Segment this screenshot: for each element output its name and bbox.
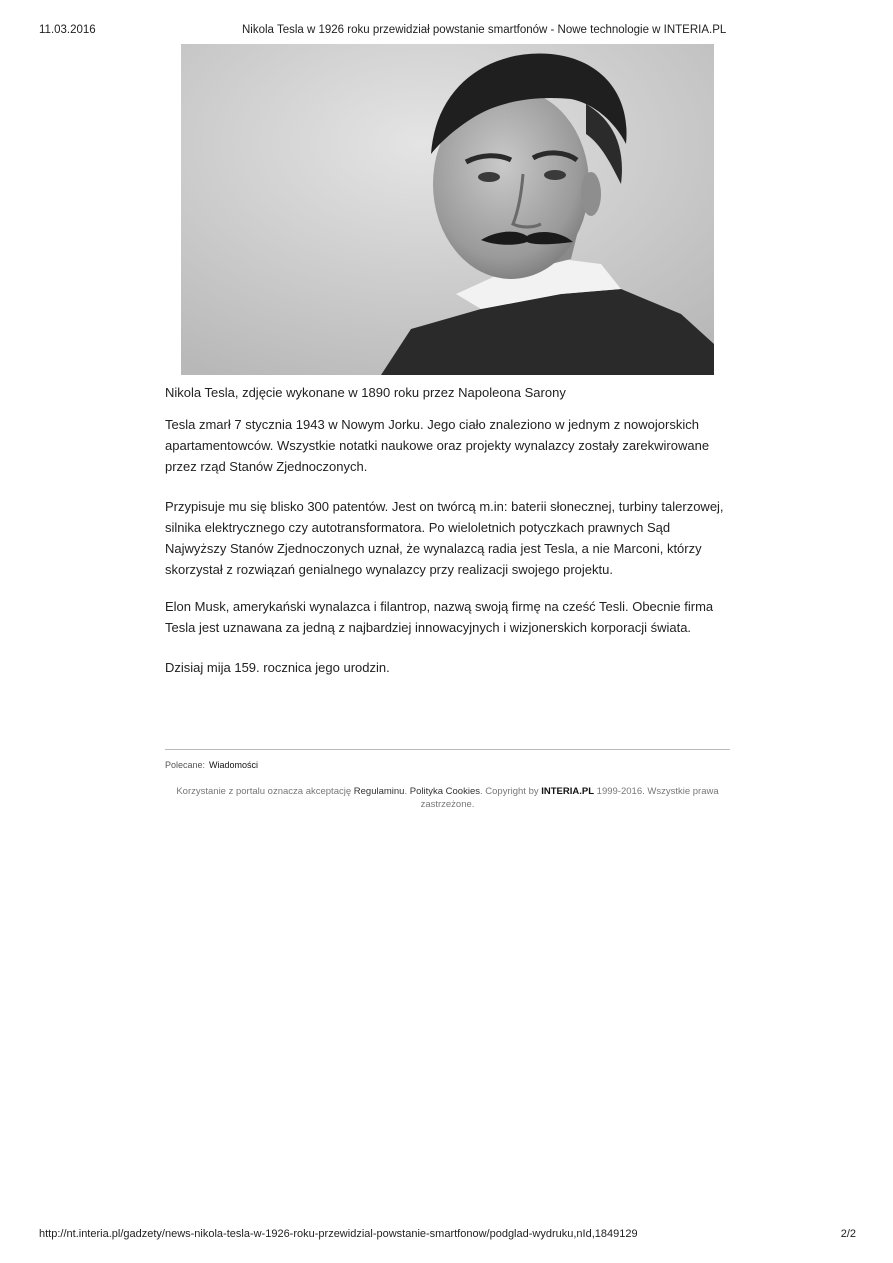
page-number: 2/2 xyxy=(840,1228,856,1240)
tesla-portrait-image xyxy=(181,44,714,375)
legal-suffix: 1999-2016. Wszystkie prawa zastrzeżone. xyxy=(420,786,719,810)
image-caption: Nikola Tesla, zdjęcie wykonane w 1890 roku przez Napoleona Sarony xyxy=(165,385,566,400)
recommended-link-wiadomosci[interactable]: Wiadomości xyxy=(209,760,259,770)
article-paragraph: Elon Musk, amerykański wynalazca i filantrop, nazwą swoją firmę na cześć Tesli. Obecnie firma Tesla jest uznawana za jedną z najbardziej innowacyjnych i wizjonerskich korporacji świata. xyxy=(165,599,714,635)
legal-prefix: Korzystanie z portalu oznacza akceptację xyxy=(176,786,352,797)
cookies-policy-link[interactable]: Polityka Cookies xyxy=(409,786,480,797)
recommended-label: Polecane: xyxy=(165,760,206,770)
interia-brand[interactable]: INTERIA.PL xyxy=(541,786,595,797)
article-paragraph: Przypisuje mu się blisko 300 patentów. Jest on twórcą m.in: baterii słonecznej, turbiny talerzowej, silnika elektrycznego czy autotransformatora. Po wieloletnich potyczkach prawnych Sąd Najwyższy Stanów Zjednoczonych uznał, że wynalazcą radia jest Tesla, a nie Marconi, którzy skorzystał z rozwiązań genialnego wynalazcy przy realizacji swojego projektu. xyxy=(165,499,724,577)
print-url: http://nt.interia.pl/gadzety/news-nikola-tesla-w-1926-roku-przewidzial-powstanie-smartfonow/podglad-wydruku,nId,1849129 xyxy=(39,1228,638,1240)
print-page-title: Nikola Tesla w 1926 roku przewidział powstanie smartfonów - Nowe technologie w INTERIA.PL xyxy=(242,24,727,36)
recommended-section xyxy=(165,760,258,770)
legal-notice: Korzystanie z portalu oznacza akceptację Regulaminu. Polityka Cookies. Copyright by INTERIA.PL 1999-2016. Wszystkie prawa zastrzeżone. xyxy=(176,786,719,810)
footer-divider xyxy=(165,749,730,750)
portrait-illustration xyxy=(181,44,714,375)
article-paragraph: Dzisiaj mija 159. rocznica jego urodzin. xyxy=(165,660,390,675)
article-paragraph: Tesla zmarł 7 stycznia 1943 w Nowym Jorku. Jego ciało znaleziono w jednym z nowojorskich apartamentowców. Wszystkie notatki naukowe oraz projekty wynalazcy zostały zarekwirowane przez rząd Stanów Zjednoczonych. xyxy=(165,417,710,474)
terms-link[interactable]: Regulaminu xyxy=(353,786,405,797)
print-date: 11.03.2016 xyxy=(39,24,96,36)
copyright-label: Copyright by xyxy=(485,786,539,797)
